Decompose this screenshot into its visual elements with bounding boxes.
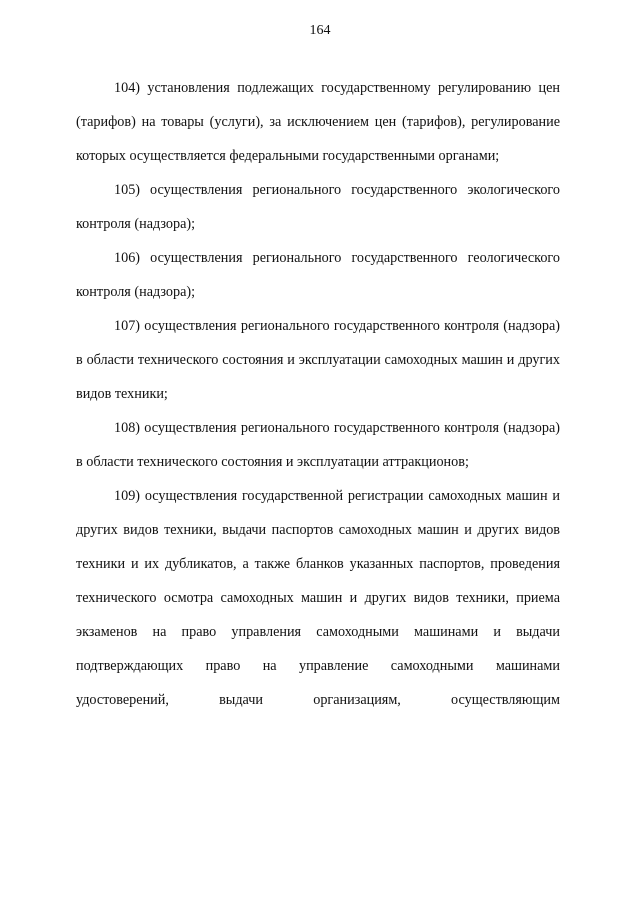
- paragraph-108: 108) осуществления регионального государственного контроля (надзора) в области технического состояния и эксплуатации аттракционов;: [76, 420, 560, 470]
- paragraph-105: 105) осуществления регионального государственного экологического контроля (надзора);: [76, 182, 560, 232]
- paragraph-107: 107) осуществления регионального государственного контроля (надзора) в области технического состояния и эксплуатации самоходных машин и других видов техники;: [76, 318, 560, 402]
- document-body: [76, 71, 560, 717]
- paragraph-109: 109) осуществления государственной регистрации самоходных машин и других видов техники, выдачи паспортов самоходных машин и других видов техники и их дубликатов, а также бланков указанных паспортов, проведения технического осмотра самоходных машин и других видов техники, приема экзаменов на право управления самоходными машинами и выдачи подтверждающих право на управление самоходными машинами удостоверений, выдачи организациям, осуществляющим: [76, 488, 560, 708]
- paragraph-104: 104) установления подлежащих государственному регулированию цен (тарифов) на товары (услуги), за исключением цен (тарифов), регулирование которых осуществляется федеральными государственными органами;: [76, 80, 560, 164]
- paragraph-106: 106) осуществления регионального государственного геологического контроля (надзора);: [76, 250, 560, 300]
- page-number: 164: [309, 23, 331, 38]
